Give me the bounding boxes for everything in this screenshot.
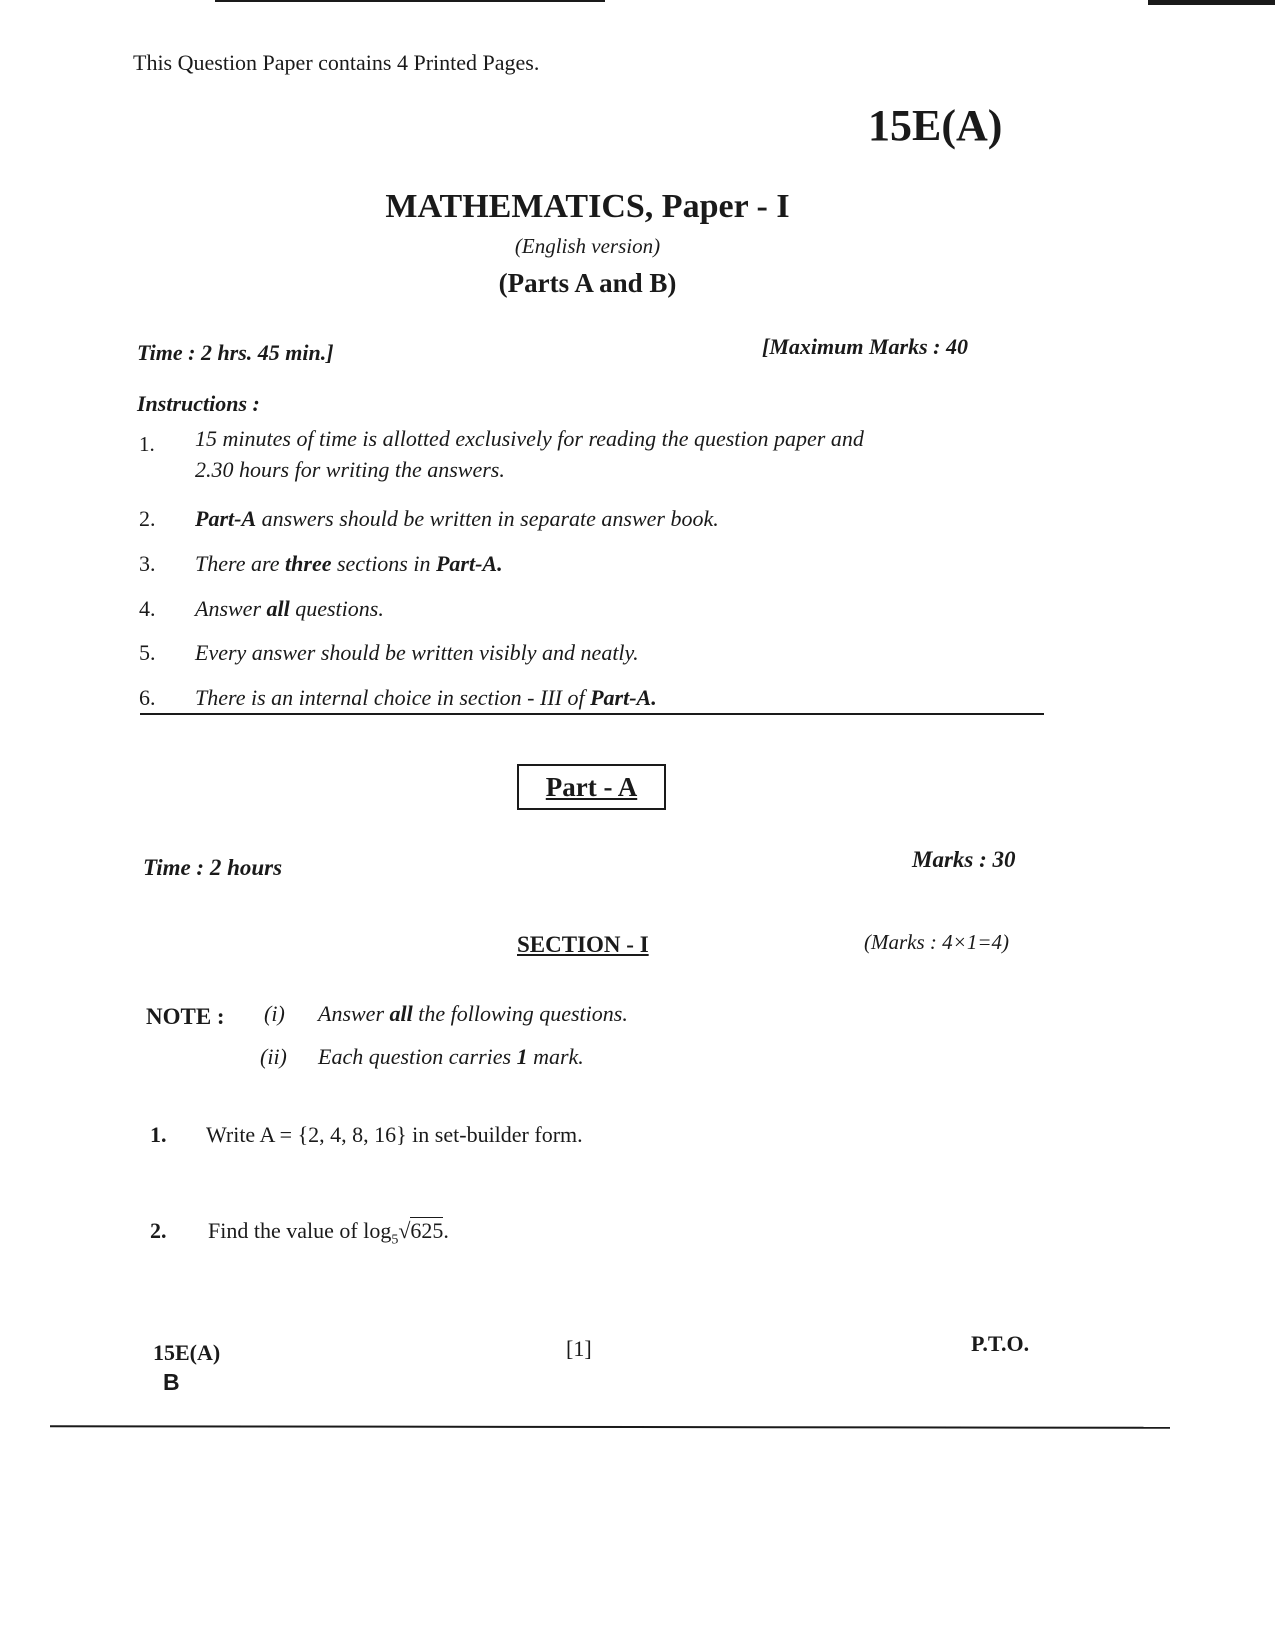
question-item [150, 1122, 583, 1148]
question-number: 1. [150, 1122, 167, 1147]
question-item: 2. Find the value of $\log_5√625$. [150, 1218, 449, 1248]
radical-sign: √ [398, 1218, 411, 1243]
note-number: (ii) [260, 1044, 287, 1069]
top-right-scan-mark [1148, 0, 1275, 5]
version-label: (English version) [514, 234, 661, 258]
part-a-marks: Marks : 30 [912, 847, 1016, 872]
instruction-item: 4. Answer all questions. [139, 596, 384, 621]
instruction-text-continued: 2.30 hours for writing the answers. [195, 457, 505, 482]
log-base: 5 [391, 1232, 399, 1248]
footer-code: 15E(A) [153, 1340, 221, 1365]
instruction-item: 2. Part-A answers should be written in separate answer book. [139, 506, 719, 531]
section-title: SECTION - I [517, 932, 649, 957]
top-scan-line [215, 0, 605, 2]
note-number: (i) [264, 1001, 285, 1026]
part-a-time: Time : 2 hours [143, 855, 283, 880]
instruction-item: 3. There are three sections in Part-A. [139, 551, 503, 576]
note-item: (i) Answer all the following questions. [264, 1001, 628, 1026]
part-a-label: Part - A [545, 772, 638, 802]
note-label: NOTE : [146, 1004, 225, 1029]
subject-title: MATHEMATICS, Paper - I [385, 188, 790, 225]
instruction-item: 5. Every answer should be written visibly and neatly. [139, 640, 639, 665]
page-number: [1] [566, 1336, 592, 1361]
instruction-number: 6. [139, 685, 156, 710]
maximum-marks: [Maximum Marks : 40 [762, 334, 968, 359]
part-a-box [517, 764, 666, 810]
instruction-item: 6. There is an internal choice in section - III of Part-A. [139, 685, 657, 710]
instruction-number: 2. [139, 506, 156, 531]
question-text: Write A = {2, 4, 8, 16} in set-builder form. [206, 1122, 583, 1147]
instructions-heading: Instructions : [137, 391, 260, 416]
question-number: 2. [150, 1218, 167, 1243]
page-count-note: This Question Paper contains 4 Printed Pages. [133, 50, 540, 75]
section-marks: (Marks : 4×1=4) [864, 930, 1009, 954]
paper-code: 15E(A) [868, 101, 1003, 150]
total-time: Time : 2 hrs. 45 min.] [137, 340, 334, 365]
instruction-number: 5. [139, 640, 156, 665]
note-item: (ii) Each question carries 1 mark. [260, 1044, 584, 1069]
question-text: Find the value of [208, 1218, 364, 1243]
bottom-border-line [50, 1425, 1170, 1429]
footer-series: B [163, 1369, 180, 1395]
instruction-number: 3. [139, 551, 156, 576]
radicand: 625 [410, 1218, 444, 1243]
instruction-number: 4. [139, 596, 156, 621]
instruction-text: 15 minutes of time is allotted exclusively for reading the question paper and [195, 426, 864, 451]
parts-label: (Parts A and B) [498, 268, 677, 298]
pto-label: P.T.O. [971, 1331, 1030, 1356]
instruction-number: 1. [139, 432, 155, 456]
instructions-divider [140, 713, 1044, 715]
log-expression: $\log_5√625$ [363, 1218, 444, 1248]
